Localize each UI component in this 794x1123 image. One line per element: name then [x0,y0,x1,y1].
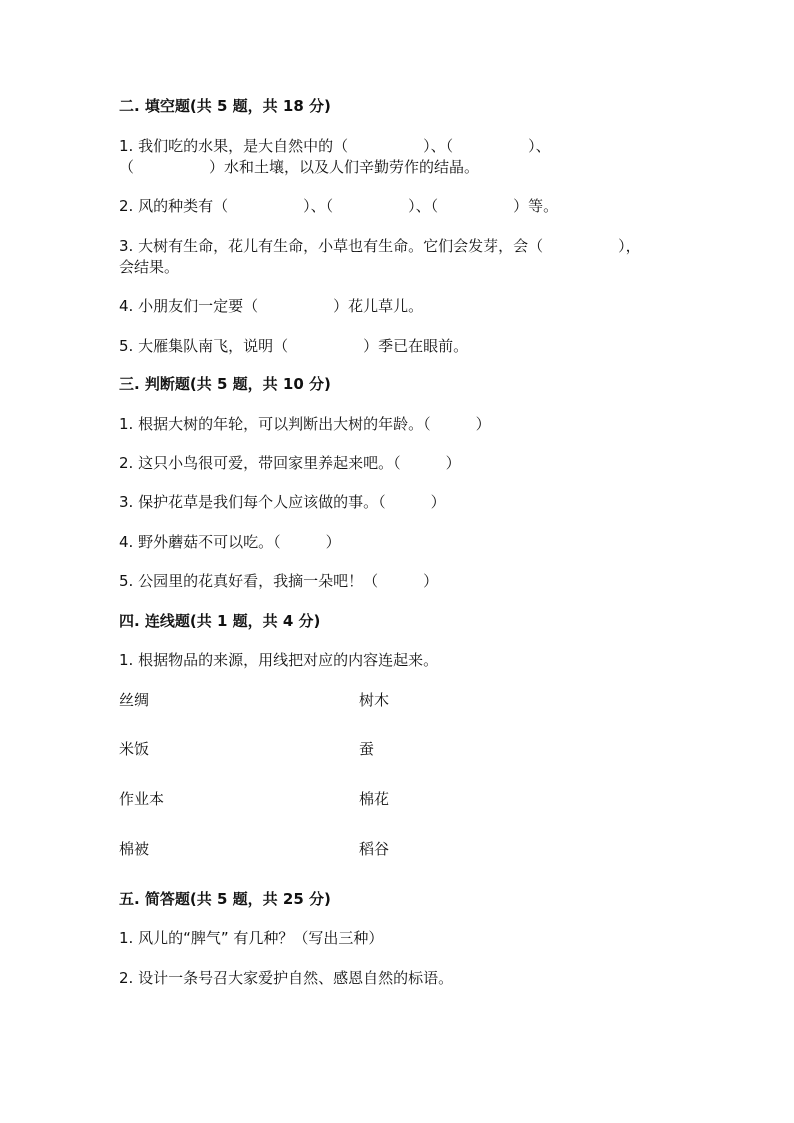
section-heading-fill-blank: 二. 填空题(共 5 题，共 18 分) [119,97,331,115]
true-false-question-2: 2. 这只小鸟很可爱，带回家里养起来吧。（ ） [119,454,461,472]
true-false-question-4: 4. 野外蘑菇不可以吃。（ ） [119,533,341,551]
section-heading-matching: 四. 连线题(共 1 题，共 4 分) [119,612,321,630]
fill-blank-question-3-continued: 会结果。 [119,258,180,276]
short-answer-question-2: 2. 设计一条号召大家爱护自然、感恩自然的标语。 [119,969,454,987]
matching-left-item: 棉被 [119,840,150,858]
fill-blank-question-4: 4. 小朋友们一定要（ ）花儿草儿。 [119,297,424,315]
fill-blank-question-1: 1. 我们吃的水果，是大自然中的（ ）、（ ）、 [119,137,551,155]
matching-right-item: 树木 [359,691,390,709]
fill-blank-question-5: 5. 大雁集队南飞，说明（ ）季已在眼前。 [119,337,469,355]
short-answer-question-1: 1. 风儿的“脾气” 有几种？（写出三种） [119,929,384,947]
true-false-question-3: 3. 保护花草是我们每个人应该做的事。（ ） [119,493,446,511]
section-heading-short-answer: 五. 简答题(共 5 题，共 25 分) [119,890,331,908]
true-false-question-1: 1. 根据大树的年轮，可以判断出大树的年龄。（ ） [119,415,491,433]
fill-blank-question-3: 3. 大树有生命，花儿有生命，小草也有生命。它们会发芽，会（ ）， [119,237,641,255]
matching-question-1: 1. 根据物品的来源，用线把对应的内容连起来。 [119,651,439,669]
matching-left-item: 作业本 [119,790,165,808]
true-false-question-5: 5. 公园里的花真好看，我摘一朵吧！（ ） [119,572,439,590]
matching-right-item: 稻谷 [359,840,390,858]
matching-right-item: 棉花 [359,790,390,808]
fill-blank-question-2: 2. 风的种类有（ ）、（ ）、（ ）等。 [119,197,559,215]
matching-left-item: 丝绸 [119,691,150,709]
matching-right-item: 蚕 [359,740,375,758]
matching-left-item: 米饭 [119,740,150,758]
fill-blank-question-1-continued: （ ）水和土壤，以及人们辛勤劳作的结晶。 [119,158,480,176]
section-heading-true-false: 三. 判断题(共 5 题，共 10 分) [119,375,331,393]
